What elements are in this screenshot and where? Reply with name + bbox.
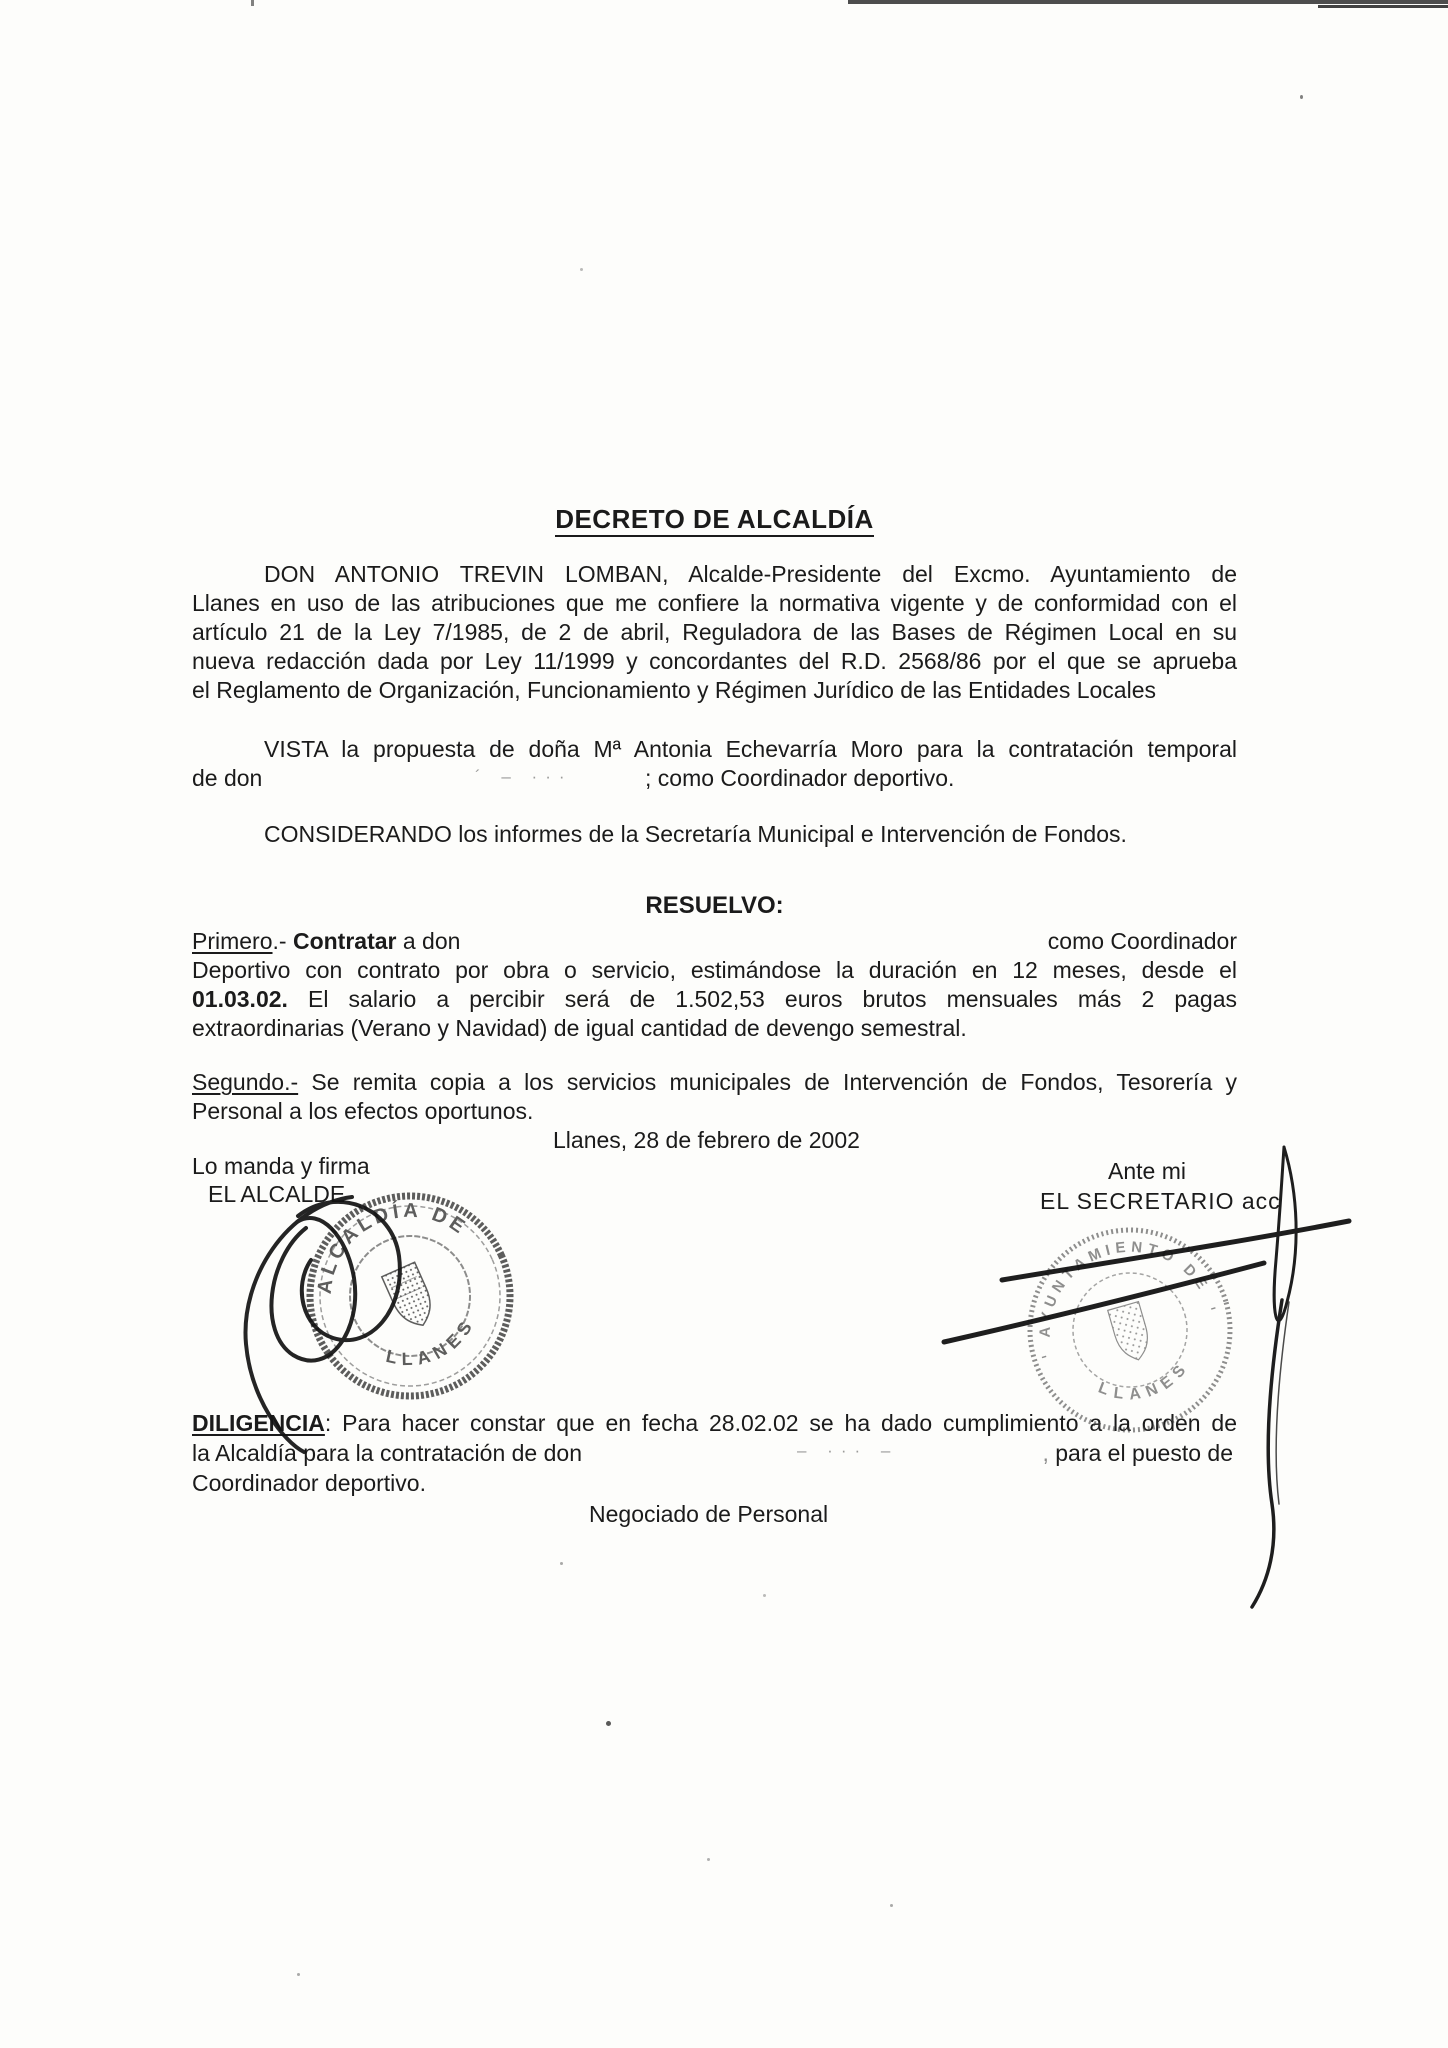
vista-como-coordinador: ; como Coordinador deportivo. (645, 765, 955, 791)
scan-speck (580, 268, 583, 271)
scan-speck (890, 1904, 893, 1907)
stamp-arc-text: AYUNTAMIENTO DE (1036, 1238, 1213, 1338)
ayuntamiento-llanes-stamp (1015, 1215, 1245, 1445)
date-line: Llanes, 28 de febrero de 2002 (553, 1127, 860, 1153)
scan-speck (707, 1858, 710, 1861)
text-line: DILIGENCIA: Para hacer constar que en fecha 28.02.02 se ha dado cumplimiento a la orden de (192, 1410, 1237, 1436)
scan-speck (763, 1594, 766, 1597)
redaction-marks: – ··· – (797, 1441, 899, 1460)
paragraph-considerando: CONSIDERANDO los informes de la Secretaría Municipal e Intervención de Fondos. (264, 821, 1127, 847)
stamp-arc-text: LLANES (1095, 1357, 1194, 1404)
text-line-redacted (192, 764, 1237, 793)
text-line: Coordinador deportivo. (192, 1470, 426, 1496)
paragraph-primero (192, 927, 1237, 1043)
scan-speck (297, 1973, 300, 1976)
text-line: Llanes en uso de las atribuciones que me confiere la normativa vigente y de conformidad con el (192, 590, 1237, 616)
secretary-title: EL SECRETARIO acc (1040, 1188, 1281, 1214)
stamp-side-dash: - (1207, 1296, 1219, 1318)
text-line: Deportivo con contrato por obra o servicio, estimándose la duración en 12 meses, desde el (192, 957, 1237, 983)
text-line: artículo 21 de la Ley 7/1985, de 2 de abril, Reguladora de las Bases de Régimen Local en su (192, 619, 1237, 645)
text-line: extraordinarias (Verano y Navidad) de igual cantidad de devengo semestral. (192, 1015, 967, 1041)
scan-artifact-top-line (848, 0, 1448, 4)
mayor-signature-caption: Lo manda y firma (192, 1153, 370, 1179)
text-line: DON ANTONIO TREVIN LOMBAN, Alcalde-Presidente del Excmo. Ayuntamiento de (264, 561, 1237, 587)
text-line: VISTA la propuesta de doña Mª Antonia Echevarría Moro para la contratación temporal (264, 736, 1237, 762)
text-line: Personal a los efectos oportunos. (192, 1098, 534, 1124)
paragraph-segundo (192, 1068, 1237, 1126)
alcaldia-llanes-stamp (295, 1181, 525, 1411)
stamp-arc-text: ALCALDÍA DE (313, 1199, 472, 1296)
diligencia-left: la Alcaldía para la contratación de don (192, 1440, 582, 1466)
segundo-label: Segundo.- (192, 1069, 299, 1095)
primero-right: como Coordinador (1047, 928, 1237, 954)
text-line (192, 927, 1237, 956)
primero-lead: Primero.- Contratar a don (192, 928, 461, 954)
text-line: Segundo.- Se remita copia a los servicios municipales de Intervención de Fondos, Tesorería y (192, 1069, 1237, 1095)
text-line: el Reglamento de Organización, Funcionamiento y Régimen Jurídico de las Entidades Locales (192, 677, 1156, 703)
stamp-arc-text: LLANES (384, 1313, 479, 1370)
diligencia-label: DILIGENCIA (192, 1410, 325, 1436)
resuelvo-heading: RESUELVO: (645, 892, 784, 919)
vista-de-don: de don (192, 765, 263, 791)
scan-artifact-top-line2 (1318, 5, 1448, 8)
scan-artifact-tick (251, 0, 254, 6)
paragraph-intro (192, 560, 1237, 705)
negociado-footer: Negociado de Personal (589, 1501, 829, 1527)
paragraph-vista (192, 735, 1237, 793)
scan-speck (606, 1721, 611, 1726)
diligencia-right: , para el puesto de (1042, 1440, 1233, 1466)
scan-speck (1300, 95, 1303, 99)
coat-of-arms-icon (382, 1262, 440, 1332)
mayor-title: EL ALCALDE (208, 1181, 346, 1207)
stamp-side-dash: - (1038, 1345, 1050, 1367)
coat-of-arms-icon (1108, 1302, 1154, 1365)
scan-speck (560, 1562, 563, 1565)
text-line: nueva redacción dada por Ley 11/1999 y concordantes del R.D. 2568/86 por el que se aprueba (192, 648, 1237, 674)
document-title: DECRETO DE ALCALDÍA (192, 505, 1237, 534)
secretary-ante-mi: Ante mi (1108, 1158, 1186, 1184)
text-line: 01.03.02. El salario a percibir será de 1.502,53 euros brutos mensuales más 2 pagas (192, 986, 1237, 1012)
faint-comma: , (1042, 1440, 1049, 1466)
bold-date: 01.03.02. (192, 986, 288, 1012)
redaction-marks: ´ – ··· (475, 767, 573, 786)
